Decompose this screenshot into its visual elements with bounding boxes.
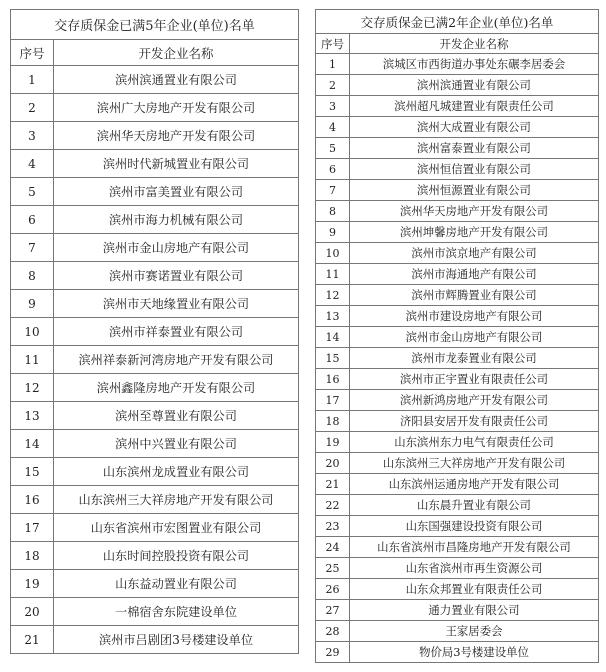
company-name: 山东滨州龙成置业有限公司 xyxy=(54,458,299,486)
row-number: 17 xyxy=(316,390,350,411)
table-row xyxy=(316,642,599,663)
company-name: 滨州市天地缘置业有限公司 xyxy=(54,290,299,318)
table-row xyxy=(11,374,299,402)
table-row xyxy=(316,96,599,117)
row-number: 14 xyxy=(11,430,54,458)
table-row xyxy=(316,558,599,579)
row-number: 5 xyxy=(316,138,350,159)
table-row xyxy=(316,411,599,432)
table-row xyxy=(11,234,299,262)
company-name: 滨州富泰置业有限公司 xyxy=(350,138,599,159)
table-row xyxy=(11,206,299,234)
table-row xyxy=(316,285,599,306)
row-number: 21 xyxy=(316,474,350,495)
company-name: 滨州祥泰新河湾房地产开发有限公司 xyxy=(54,346,299,374)
table-row xyxy=(316,306,599,327)
column-header-no: 序号 xyxy=(11,40,54,66)
company-name: 滨州中兴置业有限公司 xyxy=(54,430,299,458)
table-row xyxy=(316,621,599,642)
company-name: 济阳县安居开发有限责任公司 xyxy=(350,411,599,432)
table-row xyxy=(316,474,599,495)
two-year-table xyxy=(315,9,599,663)
table-row xyxy=(316,159,599,180)
table-row xyxy=(316,201,599,222)
table-row xyxy=(316,579,599,600)
company-name: 山东滨州东力电气有限责任公司 xyxy=(350,432,599,453)
company-name: 滨州市滨京地产有限公司 xyxy=(350,243,599,264)
row-number: 15 xyxy=(11,458,54,486)
column-header-name: 开发企业名称 xyxy=(350,34,599,54)
company-name: 滨州华天房地产开发有限公司 xyxy=(54,122,299,150)
table-row xyxy=(316,264,599,285)
row-number: 18 xyxy=(11,542,54,570)
row-number: 12 xyxy=(11,374,54,402)
row-number: 1 xyxy=(316,54,350,75)
row-number: 6 xyxy=(11,206,54,234)
company-name: 滨州市赛诺置业有限公司 xyxy=(54,262,299,290)
table-row xyxy=(316,432,599,453)
row-number: 23 xyxy=(316,516,350,537)
table-row xyxy=(11,290,299,318)
table-row xyxy=(316,75,599,96)
table-row xyxy=(11,458,299,486)
table-row xyxy=(11,122,299,150)
company-name: 滨州华天房地产开发有限公司 xyxy=(350,201,599,222)
company-name: 山东滨州三大祥房地产开发有限公司 xyxy=(54,486,299,514)
row-number: 21 xyxy=(11,626,54,654)
row-number: 26 xyxy=(316,579,350,600)
five-year-table xyxy=(10,9,299,654)
row-number: 14 xyxy=(316,327,350,348)
table-row xyxy=(316,369,599,390)
row-number: 20 xyxy=(316,453,350,474)
row-number: 25 xyxy=(316,558,350,579)
row-number: 8 xyxy=(316,201,350,222)
row-number: 15 xyxy=(316,348,350,369)
table-row xyxy=(316,453,599,474)
row-number: 9 xyxy=(11,290,54,318)
company-name: 滨州市金山房地产有限公司 xyxy=(54,234,299,262)
table-row xyxy=(316,222,599,243)
company-name: 滨州市吕剧团3号楼建设单位 xyxy=(54,626,299,654)
table-row xyxy=(316,138,599,159)
row-number: 12 xyxy=(316,285,350,306)
row-number: 27 xyxy=(316,600,350,621)
table-title: 交存质保金已满5年企业(单位)名单 xyxy=(11,10,299,40)
table-row xyxy=(316,537,599,558)
company-name: 王家居委会 xyxy=(350,621,599,642)
table-row xyxy=(316,54,599,75)
table-row xyxy=(11,178,299,206)
row-number: 11 xyxy=(316,264,350,285)
table-row xyxy=(316,117,599,138)
table-row xyxy=(316,243,599,264)
company-name: 滨州市建设房地产有限公司 xyxy=(350,306,599,327)
company-name: 一棉宿舍东院建设单位 xyxy=(54,598,299,626)
column-header-name: 开发企业名称 xyxy=(54,40,299,66)
table-row xyxy=(11,430,299,458)
row-number: 22 xyxy=(316,495,350,516)
row-number: 17 xyxy=(11,514,54,542)
table-row xyxy=(316,516,599,537)
table-row xyxy=(316,600,599,621)
company-name: 滨州市祥泰置业有限公司 xyxy=(54,318,299,346)
company-name: 滨州至尊置业有限公司 xyxy=(54,402,299,430)
company-name: 山东滨州三大祥房地产开发有限公司 xyxy=(350,453,599,474)
table-row xyxy=(11,402,299,430)
company-name: 山东省滨州市宏图置业有限公司 xyxy=(54,514,299,542)
company-name: 物价局3号楼建设单位 xyxy=(350,642,599,663)
table-row xyxy=(11,598,299,626)
table-title: 交存质保金已满2年企业(单位)名单 xyxy=(316,10,599,34)
company-name: 滨州市正宇置业有限责任公司 xyxy=(350,369,599,390)
company-name: 滨州市龙泰置业有限公司 xyxy=(350,348,599,369)
row-number: 6 xyxy=(316,159,350,180)
company-name: 山东时间控股投资有限公司 xyxy=(54,542,299,570)
row-number: 8 xyxy=(11,262,54,290)
row-number: 29 xyxy=(316,642,350,663)
row-number: 16 xyxy=(316,369,350,390)
table-row xyxy=(11,626,299,654)
company-name: 滨州新鸿房地产开发有限公司 xyxy=(350,390,599,411)
company-name: 滨州恒源置业有限公司 xyxy=(350,180,599,201)
row-number: 19 xyxy=(11,570,54,598)
company-name: 山东益动置业有限公司 xyxy=(54,570,299,598)
company-name: 通力置业有限公司 xyxy=(350,600,599,621)
row-number: 4 xyxy=(316,117,350,138)
company-name: 滨州坤馨房地产开发有限公司 xyxy=(350,222,599,243)
table-row xyxy=(11,486,299,514)
row-number: 2 xyxy=(11,94,54,122)
row-number: 3 xyxy=(11,122,54,150)
table-row xyxy=(11,570,299,598)
company-name: 滨州市海力机械有限公司 xyxy=(54,206,299,234)
row-number: 3 xyxy=(316,96,350,117)
row-number: 18 xyxy=(316,411,350,432)
table-row xyxy=(11,66,299,94)
column-header-no: 序号 xyxy=(316,34,350,54)
company-name: 山东滨州运通房地产开发有限公司 xyxy=(350,474,599,495)
company-name: 滨州鑫隆房地产开发有限公司 xyxy=(54,374,299,402)
company-name: 滨州超凡城建置业有限责任公司 xyxy=(350,96,599,117)
row-number: 9 xyxy=(316,222,350,243)
table-row xyxy=(11,514,299,542)
row-number: 28 xyxy=(316,621,350,642)
company-name: 滨州时代新城置业有限公司 xyxy=(54,150,299,178)
table-row xyxy=(316,495,599,516)
company-name: 山东晨升置业有限公司 xyxy=(350,495,599,516)
table-row xyxy=(11,150,299,178)
table-row xyxy=(11,542,299,570)
company-name: 滨州广大房地产开发有限公司 xyxy=(54,94,299,122)
row-number: 4 xyxy=(11,150,54,178)
company-name: 滨州大成置业有限公司 xyxy=(350,117,599,138)
row-number: 2 xyxy=(316,75,350,96)
table-row xyxy=(11,346,299,374)
company-name: 山东众邦置业有限责任公司 xyxy=(350,579,599,600)
company-name: 山东国强建设投资有限公司 xyxy=(350,516,599,537)
table-row xyxy=(316,180,599,201)
company-name: 滨州滨通置业有限公司 xyxy=(54,66,299,94)
table-row xyxy=(316,390,599,411)
row-number: 24 xyxy=(316,537,350,558)
company-name: 滨州市海通地产有限公司 xyxy=(350,264,599,285)
row-number: 13 xyxy=(316,306,350,327)
table-row xyxy=(11,94,299,122)
company-name: 山东省滨州市昌隆房地产开发有限公司 xyxy=(350,537,599,558)
company-name: 滨州市金山房地产有限公司 xyxy=(350,327,599,348)
company-name: 滨州滨通置业有限公司 xyxy=(350,75,599,96)
row-number: 1 xyxy=(11,66,54,94)
company-name: 滨州市辉腾置业有限公司 xyxy=(350,285,599,306)
row-number: 13 xyxy=(11,402,54,430)
table-row xyxy=(316,327,599,348)
row-number: 16 xyxy=(11,486,54,514)
table-row xyxy=(11,262,299,290)
company-name: 山东省滨州市再生资源公司 xyxy=(350,558,599,579)
row-number: 7 xyxy=(11,234,54,262)
company-name: 滨州恒信置业有限公司 xyxy=(350,159,599,180)
table-row xyxy=(316,348,599,369)
row-number: 20 xyxy=(11,598,54,626)
row-number: 10 xyxy=(11,318,54,346)
table-row xyxy=(11,318,299,346)
company-name: 滨城区市西街道办事处东碾李居委会 xyxy=(350,54,599,75)
company-name: 滨州市富美置业有限公司 xyxy=(54,178,299,206)
row-number: 5 xyxy=(11,178,54,206)
row-number: 11 xyxy=(11,346,54,374)
row-number: 7 xyxy=(316,180,350,201)
row-number: 10 xyxy=(316,243,350,264)
row-number: 19 xyxy=(316,432,350,453)
